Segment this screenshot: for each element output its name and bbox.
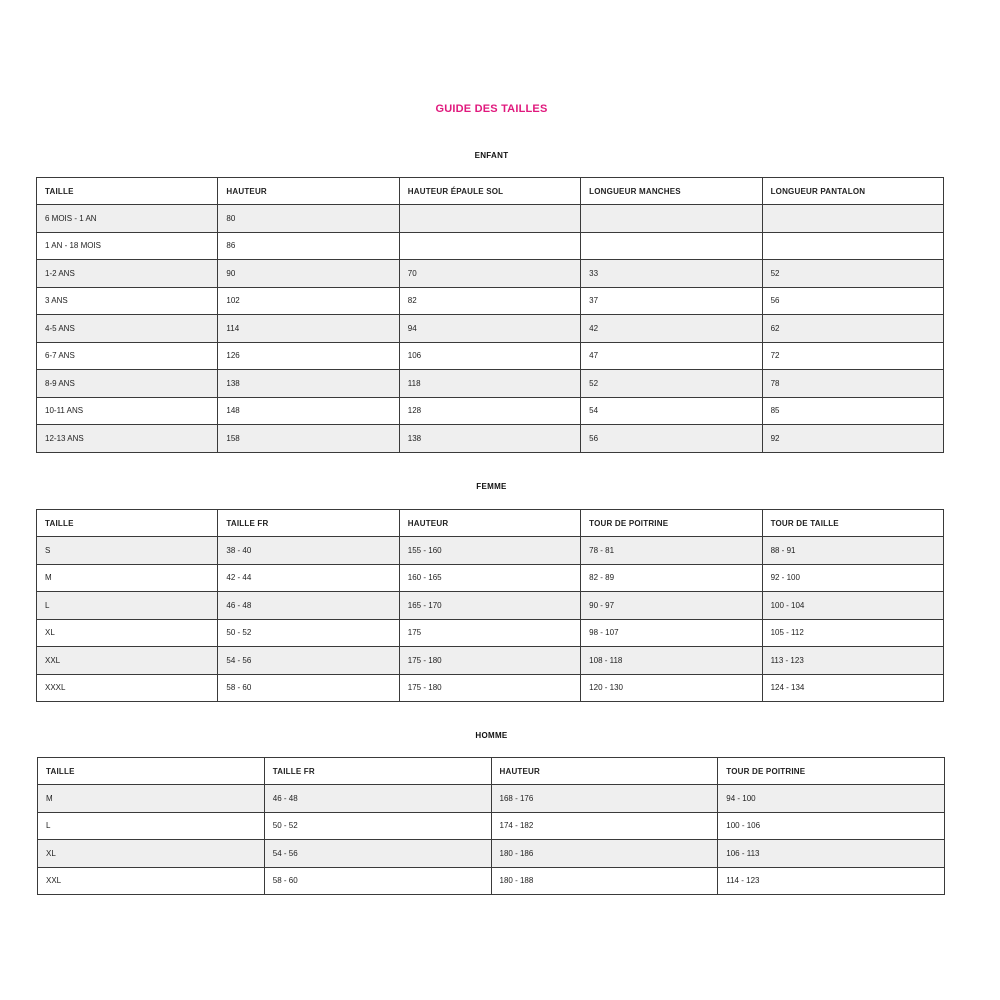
- table-cell: 165 - 170: [399, 592, 580, 620]
- table-row: [37, 370, 944, 398]
- table-row: [37, 619, 944, 647]
- table-cell: 94: [399, 315, 580, 343]
- table-cell: 174 - 182: [491, 812, 718, 840]
- section-title-enfant: ENFANT: [474, 151, 509, 160]
- column-header: HAUTEUR ÉPAULE SOL: [399, 178, 580, 205]
- table-row: [37, 205, 944, 233]
- table-cell: 92 - 100: [762, 564, 943, 592]
- table-row: [37, 674, 944, 702]
- table-cell: 72: [762, 342, 943, 370]
- column-header: TAILLE: [37, 178, 218, 205]
- table-cell: M: [37, 564, 218, 592]
- table-cell: 52: [581, 370, 762, 398]
- table-cell: 4-5 ANS: [37, 315, 218, 343]
- table-cell: 118: [399, 370, 580, 398]
- table-cell: 105 - 112: [762, 619, 943, 647]
- table-cell: 50 - 52: [264, 812, 491, 840]
- table-cell: 175: [399, 619, 580, 647]
- table-cell: 114: [218, 315, 399, 343]
- table-cell: 6-7 ANS: [37, 342, 218, 370]
- column-header: HAUTEUR: [218, 178, 399, 205]
- table-cell: 92: [762, 425, 943, 453]
- table-cell: 88 - 91: [762, 537, 943, 565]
- column-header: LONGUEUR MANCHES: [581, 178, 762, 205]
- table-cell: 106 - 113: [718, 840, 945, 868]
- table-cell: L: [37, 592, 218, 620]
- table-header-row: [37, 178, 944, 205]
- column-header: TOUR DE POITRINE: [581, 510, 762, 537]
- table-cell: [762, 232, 943, 260]
- table-cell: 42: [581, 315, 762, 343]
- table-cell: 42 - 44: [218, 564, 399, 592]
- table-cell: M: [38, 785, 265, 813]
- table-row: [37, 232, 944, 260]
- table-cell: 1-2 ANS: [37, 260, 218, 288]
- table-row: [38, 840, 945, 868]
- table-cell: 175 - 180: [399, 674, 580, 702]
- table-cell: 10-11 ANS: [37, 397, 218, 425]
- table-cell: 148: [218, 397, 399, 425]
- table-cell: 54 - 56: [264, 840, 491, 868]
- table-cell: 3 ANS: [37, 287, 218, 315]
- table-cell: 8-9 ANS: [37, 370, 218, 398]
- table-cell: 106: [399, 342, 580, 370]
- table-cell: L: [38, 812, 265, 840]
- size-table-femme: [36, 509, 944, 702]
- size-table-homme: [37, 757, 945, 895]
- table-row: [38, 785, 945, 813]
- table-row: [38, 812, 945, 840]
- table-cell: [581, 205, 762, 233]
- table-cell: 98 - 107: [581, 619, 762, 647]
- table-cell: 58 - 60: [264, 867, 491, 895]
- table-row: [37, 342, 944, 370]
- table-row: [37, 647, 944, 675]
- table-row: [37, 315, 944, 343]
- column-header: TAILLE FR: [264, 758, 491, 785]
- table-cell: 78: [762, 370, 943, 398]
- table-cell: 52: [762, 260, 943, 288]
- section-title-homme: HOMME: [475, 731, 508, 740]
- table-cell: 90 - 97: [581, 592, 762, 620]
- table-cell: 86: [218, 232, 399, 260]
- table-cell: 80: [218, 205, 399, 233]
- table-cell: 82 - 89: [581, 564, 762, 592]
- table-cell: 94 - 100: [718, 785, 945, 813]
- table-header-row: [38, 758, 945, 785]
- column-header: HAUTEUR: [491, 758, 718, 785]
- table-cell: [399, 232, 580, 260]
- table-row: [37, 260, 944, 288]
- table-cell: 33: [581, 260, 762, 288]
- table-cell: 180 - 186: [491, 840, 718, 868]
- table-cell: 155 - 160: [399, 537, 580, 565]
- table-cell: [399, 205, 580, 233]
- table-cell: 54: [581, 397, 762, 425]
- section-title-femme: FEMME: [476, 482, 507, 491]
- table-cell: XL: [37, 619, 218, 647]
- table-cell: 12-13 ANS: [37, 425, 218, 453]
- table-cell: 58 - 60: [218, 674, 399, 702]
- table-cell: 160 - 165: [399, 564, 580, 592]
- table-cell: 62: [762, 315, 943, 343]
- table-cell: S: [37, 537, 218, 565]
- table-cell: 158: [218, 425, 399, 453]
- table-cell: 90: [218, 260, 399, 288]
- table-cell: 82: [399, 287, 580, 315]
- table-cell: 124 - 134: [762, 674, 943, 702]
- table-cell: [581, 232, 762, 260]
- table-cell: 70: [399, 260, 580, 288]
- table-row: [37, 592, 944, 620]
- table-cell: 168 - 176: [491, 785, 718, 813]
- table-cell: 1 AN - 18 MOIS: [37, 232, 218, 260]
- table-cell: 46 - 48: [218, 592, 399, 620]
- page-title: GUIDE DES TAILLES: [435, 103, 548, 115]
- table-cell: 138: [399, 425, 580, 453]
- table-cell: 38 - 40: [218, 537, 399, 565]
- column-header: TOUR DE TAILLE: [762, 510, 943, 537]
- table-cell: 6 MOIS - 1 AN: [37, 205, 218, 233]
- table-cell: XXXL: [37, 674, 218, 702]
- column-header: TAILLE FR: [218, 510, 399, 537]
- table-cell: XL: [38, 840, 265, 868]
- column-header: TAILLE: [38, 758, 265, 785]
- table-cell: 120 - 130: [581, 674, 762, 702]
- table-cell: 50 - 52: [218, 619, 399, 647]
- table-cell: 100 - 106: [718, 812, 945, 840]
- table-cell: 108 - 118: [581, 647, 762, 675]
- size-table-enfant: [36, 177, 944, 453]
- table-cell: XXL: [37, 647, 218, 675]
- table-row: [37, 287, 944, 315]
- table-cell: 37: [581, 287, 762, 315]
- table-cell: 46 - 48: [264, 785, 491, 813]
- table-row: [37, 397, 944, 425]
- table-cell: XXL: [38, 867, 265, 895]
- column-header: HAUTEUR: [399, 510, 580, 537]
- table-cell: 78 - 81: [581, 537, 762, 565]
- table-row: [37, 537, 944, 565]
- table-cell: 126: [218, 342, 399, 370]
- table-cell: 85: [762, 397, 943, 425]
- column-header: LONGUEUR PANTALON: [762, 178, 943, 205]
- table-cell: [762, 205, 943, 233]
- table-cell: 47: [581, 342, 762, 370]
- table-header-row: [37, 510, 944, 537]
- table-cell: 128: [399, 397, 580, 425]
- table-row: [37, 425, 944, 453]
- table-cell: 56: [762, 287, 943, 315]
- table-cell: 54 - 56: [218, 647, 399, 675]
- table-row: [37, 564, 944, 592]
- table-cell: 175 - 180: [399, 647, 580, 675]
- table-row: [38, 867, 945, 895]
- table-cell: 114 - 123: [718, 867, 945, 895]
- column-header: TAILLE: [37, 510, 218, 537]
- table-cell: 100 - 104: [762, 592, 943, 620]
- table-cell: 56: [581, 425, 762, 453]
- column-header: TOUR DE POITRINE: [718, 758, 945, 785]
- table-cell: 138: [218, 370, 399, 398]
- table-cell: 180 - 188: [491, 867, 718, 895]
- table-cell: 113 - 123: [762, 647, 943, 675]
- table-cell: 102: [218, 287, 399, 315]
